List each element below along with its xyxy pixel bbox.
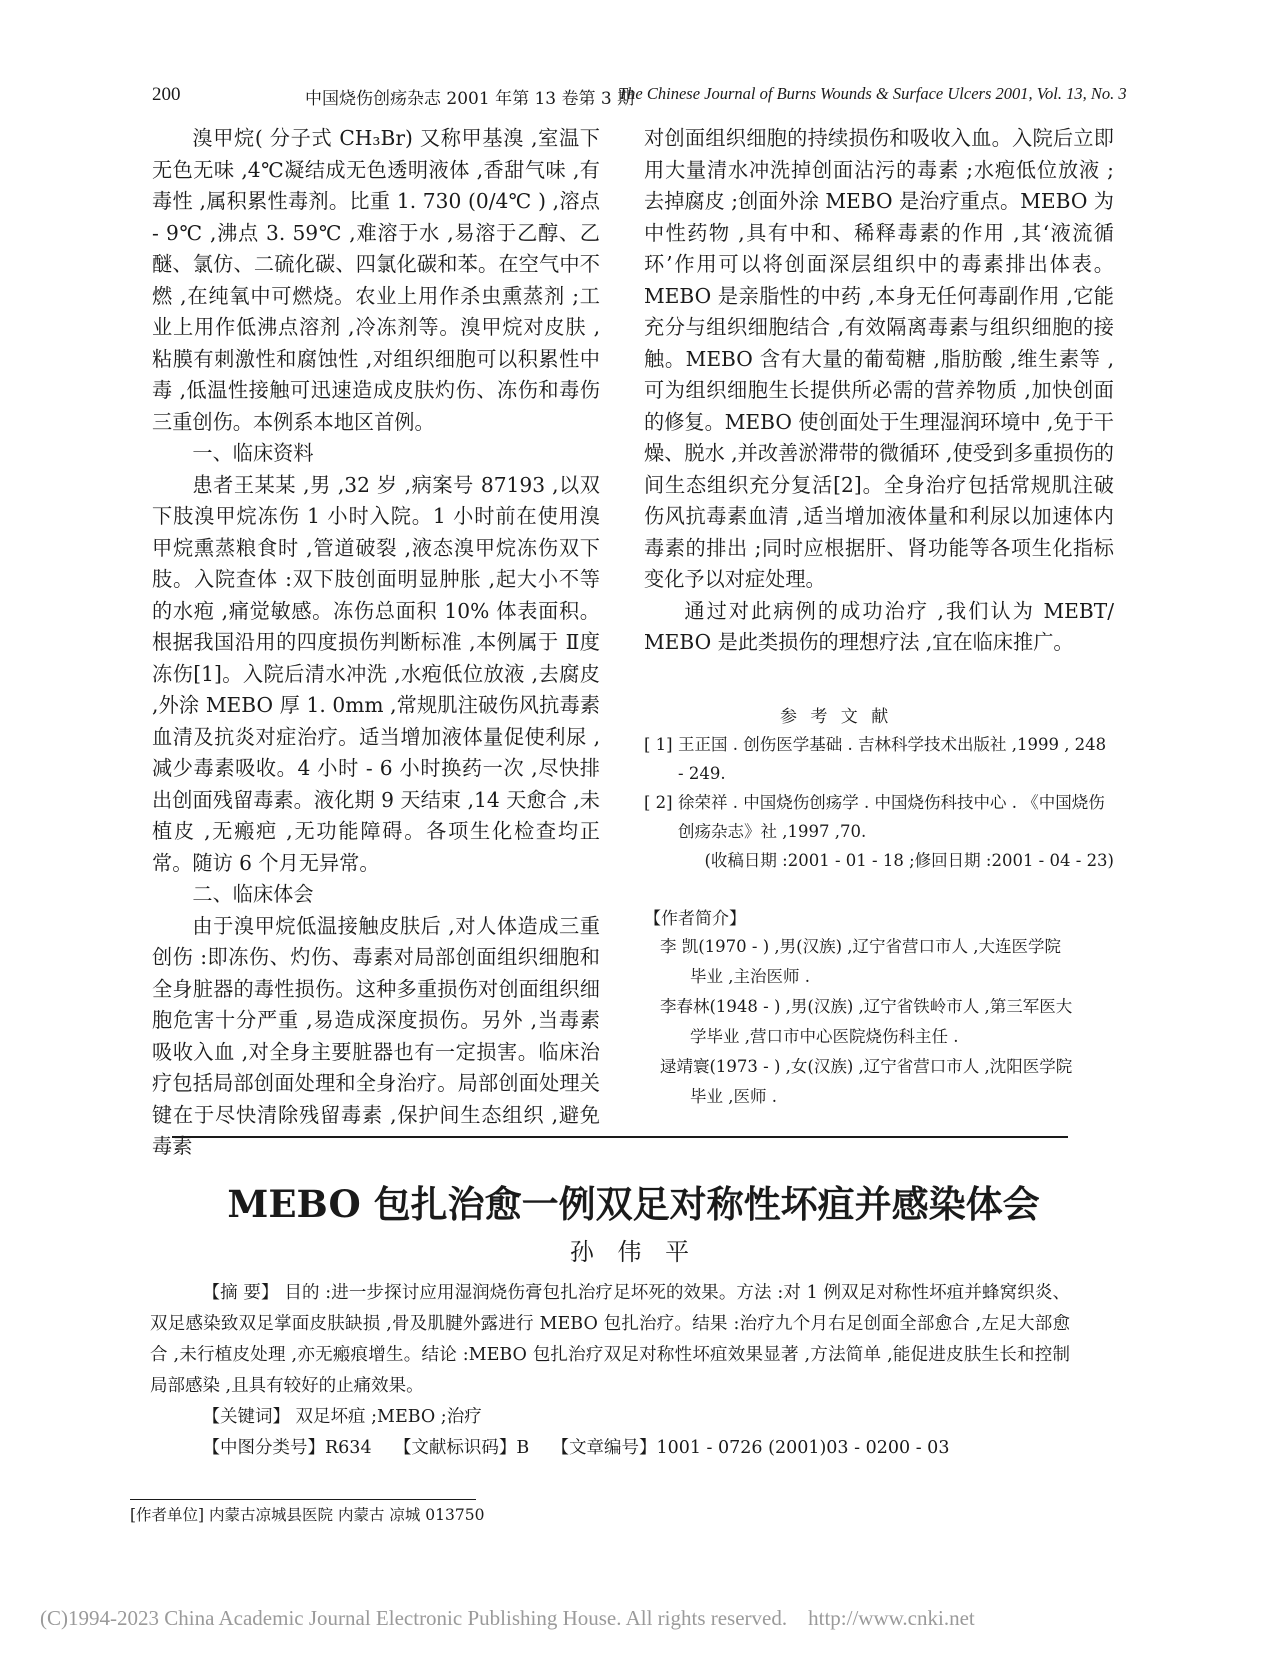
author-bio-item xyxy=(660,1052,1114,1112)
paragraph-conclusion: 通过对此病例的成功治疗 ,我们认为 MEBT/ MEBO 是此类损伤的理想疗法 ,宜在临床推广。 xyxy=(644,598,1114,654)
footnote-divider xyxy=(130,1499,476,1500)
author-bio-cont: 学毕业 ,营口市中心医院烧伤科主任 . xyxy=(690,1027,959,1046)
author-bio-line: 李 凯(1970 - ) ,男(汉族) ,辽宁省营口市人 ,大连医学院 xyxy=(660,937,1062,956)
abstract-block xyxy=(150,1278,1070,1464)
author-bio-cont: 毕业 ,医师 . xyxy=(690,1087,777,1106)
author-bio-line: 逯靖寰(1973 - ) ,女(汉族) ,辽宁省营口市人 ,沈阳医学院 xyxy=(660,1057,1073,1076)
author-bio-list xyxy=(660,932,1114,1112)
author-bio-item xyxy=(660,932,1114,992)
keywords: 【关键词】 双足坏疽 ;MEBO ;治疗 xyxy=(202,1407,482,1427)
received-date: (收稿日期 :2001 - 01 - 18 ;修回日期 :2001 - 04 - 23) xyxy=(704,851,1114,870)
page-number: 200 xyxy=(152,84,181,105)
classification-line: 【中图分类号】R634 【文献标识码】B 【文章编号】1001 - 0726 (2001)03 - 0200 - 03 xyxy=(202,1438,950,1458)
reference-text: 徐荣祥 . 中国烧伤创疡学 . 中国烧伤科技中心 . 《中国烧伤创疡杂志》社 ,1997 ,70. xyxy=(678,793,1105,841)
journal-title-en: The Chinese Journal of Burns Wounds & Surface Ulcers 2001, Vol. 13, No. 3 xyxy=(618,84,1127,103)
paragraph-discussion-cont: 对创面组织细胞的持续损伤和吸收入血。入院后立即用大量清水冲洗掉创面沾污的毒素 ;水疱低位放液 ;去掉腐皮 ;创面外涂 MEBO 是治疗重点。MEBO 为中性药物 ,具有中和、稀释毒素的作用 ,其‘液流循环’作用可以将创面深层组织中的毒素排出体表。MEBO 是亲脂性的中药 ,本身无任何毒副作用 ,它能充分与组织细胞结合 ,有效隔离毒素与组织细胞的接触。MEBO 含有大量的葡萄糖 ,脂肪酸 ,维生素等 ,可为组织细胞生长提供所必需的营养物质 ,加快创面的修复。MEBO 使创面处于生理湿润环境中 ,免于干燥、脱水 ,并改善淤滞带的微循环 ,使受到多重损伤的间生态组织充分复活[2]。全身治疗包括常规肌注破伤风抗毒素血清 ,适当增加液体量和利尿以加速体内毒素的排出 ;同时应根据肝、肾功能等各项生化指标变化予以对症处理。 xyxy=(644,126,1114,591)
reference-item xyxy=(644,788,1114,846)
article-author: 孙 伟 平 xyxy=(569,1238,698,1266)
article-title: MEBO 包扎治愈一例双足对称性坏疽并感染体会 xyxy=(227,1182,1040,1226)
author-bio-item xyxy=(660,992,1114,1052)
author-bio-line: 李春林(1948 - ) ,男(汉族) ,辽宁省铁岭市人 ,第三军医大 xyxy=(660,997,1073,1016)
references-title: 参 考 文 献 xyxy=(780,707,893,727)
section-heading-clinical-experience: 二、临床体会 xyxy=(192,882,314,906)
reference-number: [ 1] xyxy=(644,735,673,754)
journal-title-cn: 中国烧伤创疡杂志 2001 年第 13 卷第 3 期 xyxy=(305,89,635,109)
abstract-text: 【摘 要】 目的 :进一步探讨应用湿润烧伤膏包扎治疗足坏死的效果。方法 :对 1 例双足对称性坏疽并蜂窝织炎、双足感染致双足掌面皮肤缺损 ,骨及肌腱外露进行 MEBO 包扎治疗。结果 :治疗九个月右足创面全部愈合 ,左足大部愈合 ,未行植皮处理 ,亦无瘢痕增生。结论 :MEBO 包扎治疗双足对称性坏疽效果显著 ,方法简单 ,能促进皮肤生长和控制局部感染 ,且具有较好的止痛效果。 xyxy=(150,1283,1070,1396)
reference-item xyxy=(644,730,1114,788)
reference-number: [ 2] xyxy=(644,793,673,812)
section-divider xyxy=(172,1136,1068,1138)
paragraph-intro: 溴甲烷( 分子式 CH₃Br) 又称甲基溴 ,室温下无色无味 ,4℃凝结成无色透明液体 ,香甜气味 ,有毒性 ,属积累性毒剂。比重 1. 730 (0/4℃ ) ,溶点 - 9℃ ,沸点 3. 59℃ ,难溶于水 ,易溶于乙醇、乙醚、氯仿、二硫化碳、四氯化碳和苯。在空气中不燃 ,在纯氧中可燃烧。农业上用作杀虫熏蒸剂 ;工业上用作低沸点溶剂 ,冷冻剂等。溴甲烷对皮肤 ,粘膜有刺激性和腐蚀性 ,对组织细胞可以积累性中毒 ,低温性接触可迅速造成皮肤灼伤、冻伤和毒伤三重创伤。本例系本地区首例。 xyxy=(152,126,600,434)
author-affiliation: [作者单位] 内蒙古凉城县医院 内蒙古 凉城 013750 xyxy=(130,1506,485,1524)
right-column xyxy=(644,123,1114,659)
paragraph-discussion: 由于溴甲烷低温接触皮肤后 ,对人体造成三重创伤 :即冻伤、灼伤、毒素对局部创面组织细胞和全身脏器的毒性损伤。这种多重损伤对创面组织细胞危害十分严重 ,易造成深度损伤。另外 ,当毒素吸收入血 ,对全身主要脏器也有一定损害。临床治疗包括局部创面处理和全身治疗。局部创面处理关键在于尽快清除残留毒素 ,保护间生态组织 ,避免毒素 xyxy=(152,913,600,1158)
copyright-notice: (C)1994-2023 China Academic Journal Electronic Publishing House. All rights reserved. http://www.cnki.net xyxy=(40,1606,975,1630)
references-list xyxy=(644,730,1114,875)
section-heading-clinical-data: 一、临床资料 xyxy=(192,441,314,465)
author-bio-cont: 毕业 ,主治医师 . xyxy=(690,967,810,986)
left-column xyxy=(152,123,600,1163)
paragraph-case: 患者王某某 ,男 ,32 岁 ,病案号 87193 ,以双下肢溴甲烷冻伤 1 小时入院。1 小时前在使用溴甲烷熏蒸粮食时 ,管道破裂 ,液态溴甲烷冻伤双下肢。入院查体 :双下肢创面明显肿胀 ,起大小不等的水疱 ,痛觉敏感。冻伤总面积 10% 体表面积。根据我国沿用的四度损伤判断标准 ,本例属于 Ⅱ度冻伤[1]。入院后清水冲洗 ,水疱低位放液 ,去腐皮 ,外涂 MEBO 厚 1. 0mm ,常规肌注破伤风抗毒素血清及抗炎对症治疗。适当增加液体量促使利尿 ,减少毒素吸收。4 小时 - 6 小时换药一次 ,尽快排出创面残留毒素。液化期 9 天结束 ,14 天愈合 ,未植皮 ,无瘢疤 ,无功能障碍。各项生化检查均正常。随访 6 个月无异常。 xyxy=(152,472,600,875)
reference-text: 王正国 . 创伤医学基础 . 吉林科学技术出版社 ,1999 , 248 - 249. xyxy=(678,735,1107,783)
author-bio-title: 【作者简介】 xyxy=(644,909,746,929)
